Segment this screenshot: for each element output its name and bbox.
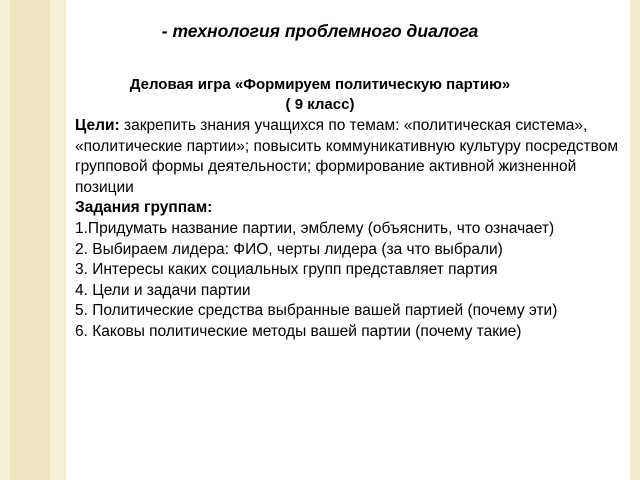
tasks-label: Задания группам: (75, 199, 213, 217)
task-item-6: 6. Каковы политические методы вашей партии (почему такие) (75, 322, 522, 340)
game-title: Деловая игра «Формируем политическую партию» (129, 76, 511, 93)
task-item-4: 4. Цели и задачи партии (75, 281, 251, 299)
task-item-1: 1.Придумать название партии, эмблему (объяснить, что означает) (75, 219, 555, 237)
task-item-5: 5. Политические средства выбранные вашей партией (почему эти) (75, 302, 558, 320)
right-decorative-band (630, 0, 640, 480)
grade-label: ( 9 класс) (285, 96, 355, 113)
game-heading (0, 75, 640, 115)
slide-title: - технология проблемного диалога (161, 21, 479, 41)
goals-text: закрепить знания учащихся по темам: «политическая система», «политические партии»; повысить коммуникативную культуру посредством групповой формы деятельности; формирование активной жизненной позиции (75, 117, 618, 196)
goals-label: Цели: (75, 117, 120, 134)
slide-body (75, 116, 620, 343)
task-item-2: 2. Выбираем лидера: ФИО, черты лидера (за что выбрали) (75, 240, 503, 258)
left-decorative-band (0, 0, 66, 480)
left-decorative-stripe (10, 0, 50, 480)
goals-paragraph (75, 116, 620, 198)
task-item-3: 3. Интересы каких социальных групп представляет партия (75, 261, 498, 279)
